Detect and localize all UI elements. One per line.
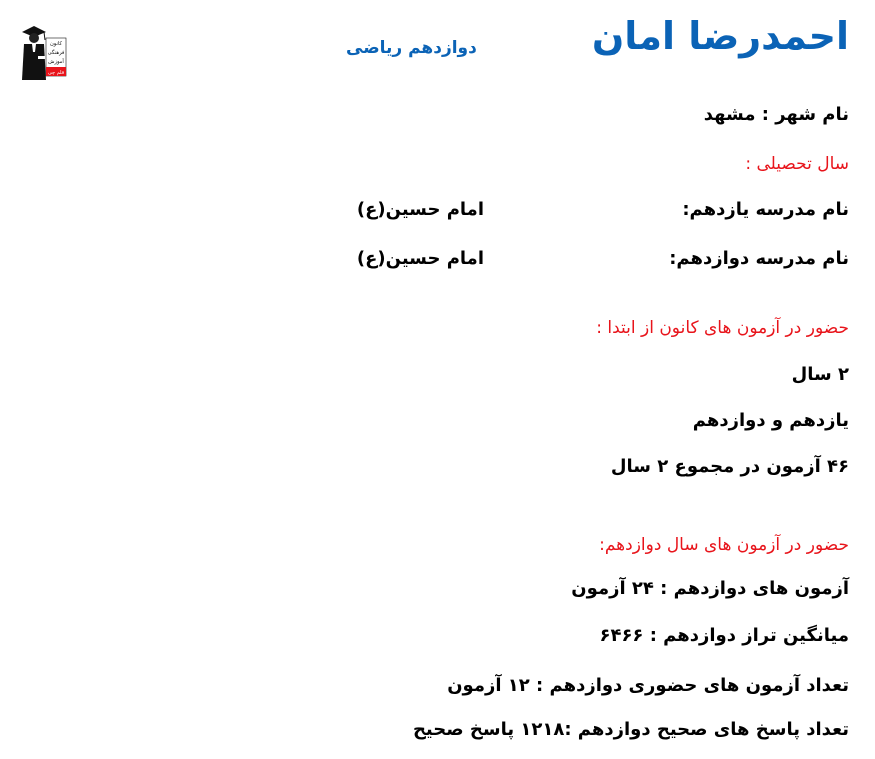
academic-year-label: سال تحصیلی : <box>745 154 849 174</box>
graduate-icon <box>20 18 86 82</box>
logo-line-1: کانون <box>50 41 62 47</box>
attendance-12-heading: حضور در آزمون های سال دوازدهم: <box>599 535 849 555</box>
logo-line-2: فرهنگی <box>47 50 65 56</box>
attendance-total-heading: حضور در آزمون های کانون از ابتدا : <box>596 318 849 338</box>
grade-field: دوازدهم ریاضی <box>346 38 477 58</box>
attendance-grades: یازدهم و دوازدهم <box>692 410 849 431</box>
kanoon-logo <box>20 18 86 82</box>
city-line: نام شهر : مشهد <box>703 104 849 125</box>
school-11-label: نام مدرسه یازدهم: <box>682 199 849 220</box>
logo-line-3: آموزش <box>48 59 64 65</box>
avg-score-line: میانگین تراز دوازدهم : ۶۴۶۶ <box>599 625 849 646</box>
in-person-exams-line: تعداد آزمون های حضوری دوازدهم : ۱۲ آزمون <box>447 675 849 696</box>
school-12-value: امام حسین(ع) <box>356 248 484 269</box>
school-12-label: نام مدرسه دوازدهم: <box>669 248 849 269</box>
logo-line-4: قلم چی <box>47 70 65 76</box>
attendance-years: ۲ سال <box>791 364 849 385</box>
school-11-value: امام حسین(ع) <box>356 199 484 220</box>
correct-answers-line: تعداد پاسخ های صحیح دوازدهم :۱۲۱۸ پاسخ صحیح <box>412 719 849 740</box>
attendance-exams: ۴۶ آزمون در مجموع ۲ سال <box>610 456 849 477</box>
student-name: احمدرضا امان <box>591 14 849 58</box>
exams-12-line: آزمون های دوازدهم : ۲۴ آزمون <box>571 578 849 599</box>
